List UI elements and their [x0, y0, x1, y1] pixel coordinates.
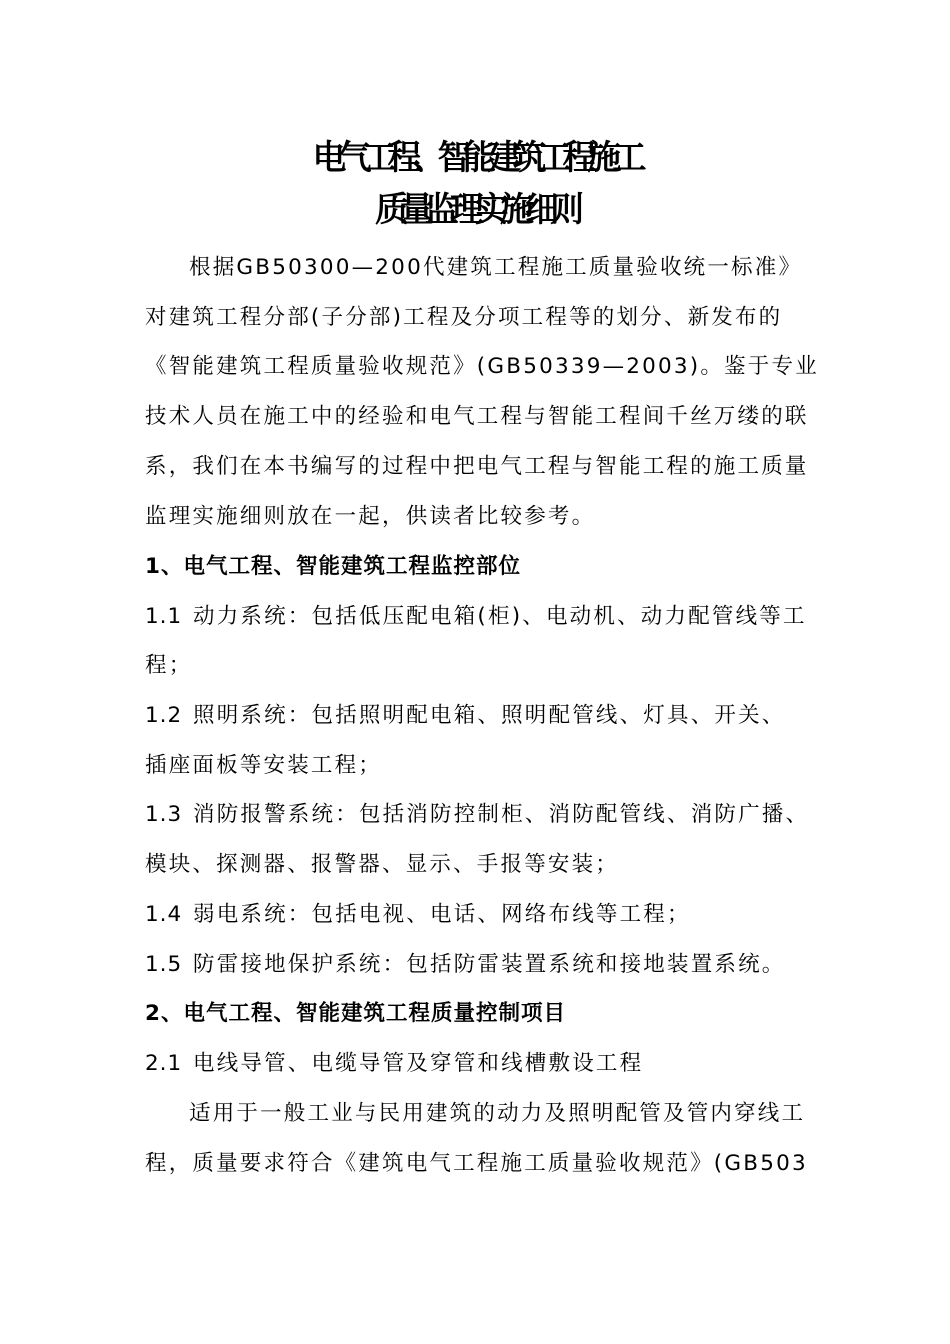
list-item-1-4 [145, 897, 691, 928]
list-item-1-1-continued: 程； [145, 653, 193, 678]
list-item-1-2 [145, 698, 786, 729]
document-title-line-1: 电气工程、智能建筑工程施工 [312, 138, 638, 178]
intro-paragraph-line-4: 技术人员在施工中的经验和电气工程与智能工程间千丝万缕的联 [145, 404, 809, 429]
list-item-1-2-continued: 插座面板等安装工程； [145, 753, 383, 778]
intro-paragraph-line-5: 系，我们在本书编写的过程中把电气工程与智能工程的施工质量 [145, 454, 809, 479]
intro-paragraph-line-1: 根据GB50300—200代建筑工程施工质量验收统一标准》 [189, 255, 803, 280]
list-item-2-1 [145, 1046, 643, 1077]
intro-paragraph-line-6: 监理实施细则放在一起，供读者比较参考。 [145, 504, 596, 529]
section-2-paragraph-line-1: 适用于一般工业与民用建筑的动力及照明配管及管内穿线工 [189, 1101, 806, 1126]
section-2-paragraph-line-2: 程，质量要求符合《建筑电气工程施工质量验收规范》(GB503 [145, 1151, 808, 1176]
list-item-1-3 [145, 797, 809, 828]
intro-paragraph-line-2: 对建筑工程分部(子分部)工程及分项工程等的划分、新发布的 [145, 305, 783, 330]
list-item-text: 照明系统：包括照明配电箱、照明配管线、灯具、开关、 [193, 703, 786, 728]
section-2-heading: 2、电气工程、智能建筑工程质量控制项目 [145, 1001, 566, 1026]
document-title-line-2: 质量监理实施细则 [375, 190, 575, 230]
list-item-text: 电线导管、电缆导管及穿管和线槽敷设工程 [193, 1051, 644, 1076]
list-item-number: 1.4 [145, 902, 183, 927]
list-item-1-5 [145, 947, 786, 978]
list-item-number: 1.1 [145, 604, 183, 629]
list-item-text: 动力系统：包括低压配电箱(柜)、电动机、动力配管线等工 [193, 604, 807, 629]
list-item-number: 2.1 [145, 1051, 183, 1076]
list-item-number: 1.2 [145, 703, 183, 728]
section-1-heading: 1、电气工程、智能建筑工程监控部位 [145, 554, 521, 579]
list-item-1-3-continued: 模块、探测器、报警器、显示、手报等安装； [145, 852, 620, 877]
list-item-1-1 [145, 599, 807, 630]
list-item-text: 消防报警系统：包括消防控制柜、消防配管线、消防广播、 [193, 802, 810, 827]
list-item-text: 防雷接地保护系统：包括防雷装置系统和接地装置系统。 [193, 952, 786, 977]
intro-paragraph-line-3: 《智能建筑工程质量验收规范》(GB50339—2003)。鉴于专业 [145, 354, 819, 379]
list-item-text: 弱电系统：包括电视、电话、网络布线等工程； [193, 902, 691, 927]
list-item-number: 1.3 [145, 802, 183, 827]
list-item-number: 1.5 [145, 952, 183, 977]
